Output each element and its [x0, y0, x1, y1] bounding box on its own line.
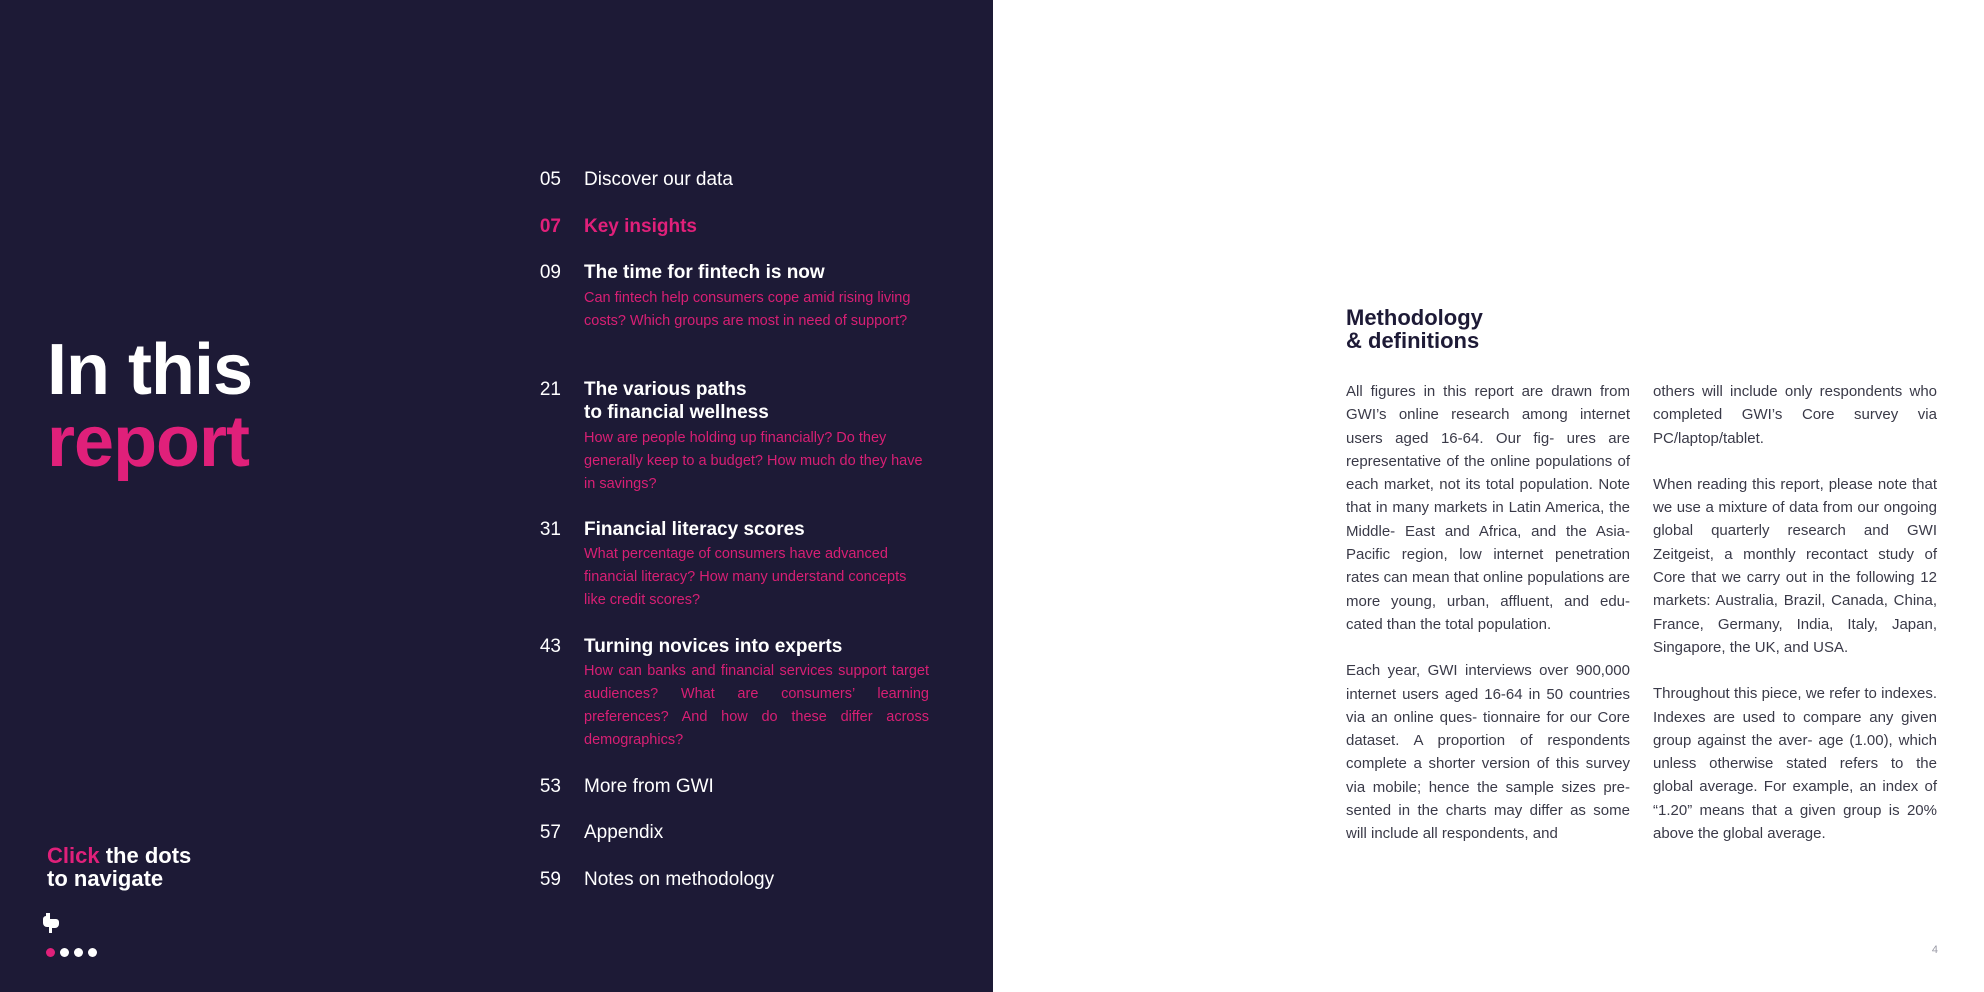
nav-hint-line-2: to navigate [47, 866, 164, 891]
toc-entry-discover-our-data[interactable] [520, 168, 920, 192]
page-title [47, 330, 252, 482]
toc-page-number: 43 [539, 636, 561, 657]
methodology-paragraph: When reading this report, please note that we use a mixture of data from our ongoing global quarterly research and GWI Zeitgeist, a monthly recontact study of Core that we carry out in the following 12 markets: Australia, Brazil, Canada, China, France, Germany, India, Italy, Japan, Singapore, the UK, and USA. [1653, 475, 1937, 656]
toc-description: Can fintech help consumers cope amid rising living costs? Which groups are most in need of support? [584, 290, 911, 329]
toc-title: The time for fintech is now [584, 262, 825, 283]
toc-title: Discover our data [584, 169, 733, 190]
toc-page-number: 59 [539, 869, 561, 890]
toc-page-number: 05 [539, 169, 561, 190]
toc-title: Notes on methodology [584, 869, 775, 890]
methodology-heading-line-1: Methodology [1346, 305, 1483, 330]
pointer-hand-icon [41, 912, 61, 934]
methodology-paragraph: Each year, GWI interviews over 900,000 internet users aged 16-64 in 50 countries via an online ques- tionnaire for our Core dataset. A proportion of respondents complete a shorter version of this survey via mobile; hence the sample sizes pre- sented in the charts may differ as some will include all respondents, and [1346, 662, 1630, 843]
toc-entry-appendix[interactable] [520, 821, 920, 845]
toc-page-number: 31 [539, 519, 561, 540]
toc-description: How can banks and financial services support target audiences? What are consumers’ learning preferences? And how do these differ across demographics? [584, 663, 929, 748]
nav-dot-3[interactable] [74, 948, 83, 957]
toc-title: Appendix [584, 822, 664, 843]
toc-page-number: 57 [539, 822, 561, 843]
toc-page-number: 53 [539, 776, 561, 797]
nav-hint-click: Click [47, 843, 100, 868]
toc-description: How are people holding up financially? Do they generally keep to a budget? How much do they have in savings? [584, 430, 923, 492]
toc-title: Turning novices into experts [584, 636, 843, 657]
title-line-2: report [47, 402, 250, 482]
methodology-paragraph: Throughout this piece, we refer to indexes. Indexes are used to compare any given group against the aver- age (1.00), which unless otherwise stated refers to the global average. For example, an index of “1.20” means that a given group is 20% above the global average. [1653, 685, 1937, 843]
toc-entry-paths-to-financial-wellness[interactable] [520, 378, 923, 498]
methodology-column-1 [1346, 380, 1630, 869]
toc-title [584, 378, 920, 424]
toc-title-line-2: to financial wellness [584, 402, 769, 423]
toc-title: More from GWI [584, 776, 714, 797]
methodology-heading [1346, 306, 1646, 352]
toc-page-number: 07 [539, 216, 561, 237]
nav-dot-1[interactable] [46, 948, 55, 957]
toc-title: Key insights [584, 216, 697, 237]
nav-dot-4[interactable] [88, 948, 97, 957]
methodology-paragraph: others will include only respondents who completed GWI’s Core survey via PC/laptop/tablet. [1653, 383, 1937, 447]
toc-entry-more-from-gwi[interactable] [520, 775, 920, 799]
nav-hint-rest: the dots [99, 843, 192, 868]
methodology-heading-line-2: & definitions [1346, 328, 1480, 353]
page-dots [46, 948, 97, 957]
toc-page-number: 09 [539, 262, 561, 283]
toc-entry-novices-into-experts[interactable] [520, 635, 929, 755]
methodology-column-2 [1653, 380, 1937, 868]
toc-title: Financial literacy scores [584, 519, 805, 540]
toc-title-line-1: The various paths [584, 379, 747, 400]
toc-entry-key-insights[interactable] [520, 215, 920, 239]
toc-description: What percentage of consumers have advanced financial literacy? How many understand concepts like credit scores? [584, 546, 907, 608]
toc-entry-financial-literacy-scores[interactable] [520, 518, 920, 613]
toc-entry-notes-on-methodology[interactable] [520, 868, 920, 892]
page-number: 4 [1931, 944, 1938, 956]
toc-entry-time-for-fintech[interactable] [520, 261, 920, 356]
title-line-1: In this [47, 330, 252, 410]
nav-dot-2[interactable] [60, 948, 69, 957]
navigation-hint [47, 844, 191, 890]
methodology-paragraph: All figures in this report are drawn from GWI’s online research among internet users aged 16-64. Our fig- ures are representative of the online populations of each market, not its total population. Note that in many markets in Latin America, the Middle- East and Africa, and the Asia-Pacific region, low internet penetration rates can mean that online populations are more young, urban, affluent, and edu- cated than the total population. [1346, 383, 1630, 633]
toc-page-number: 21 [539, 379, 561, 400]
